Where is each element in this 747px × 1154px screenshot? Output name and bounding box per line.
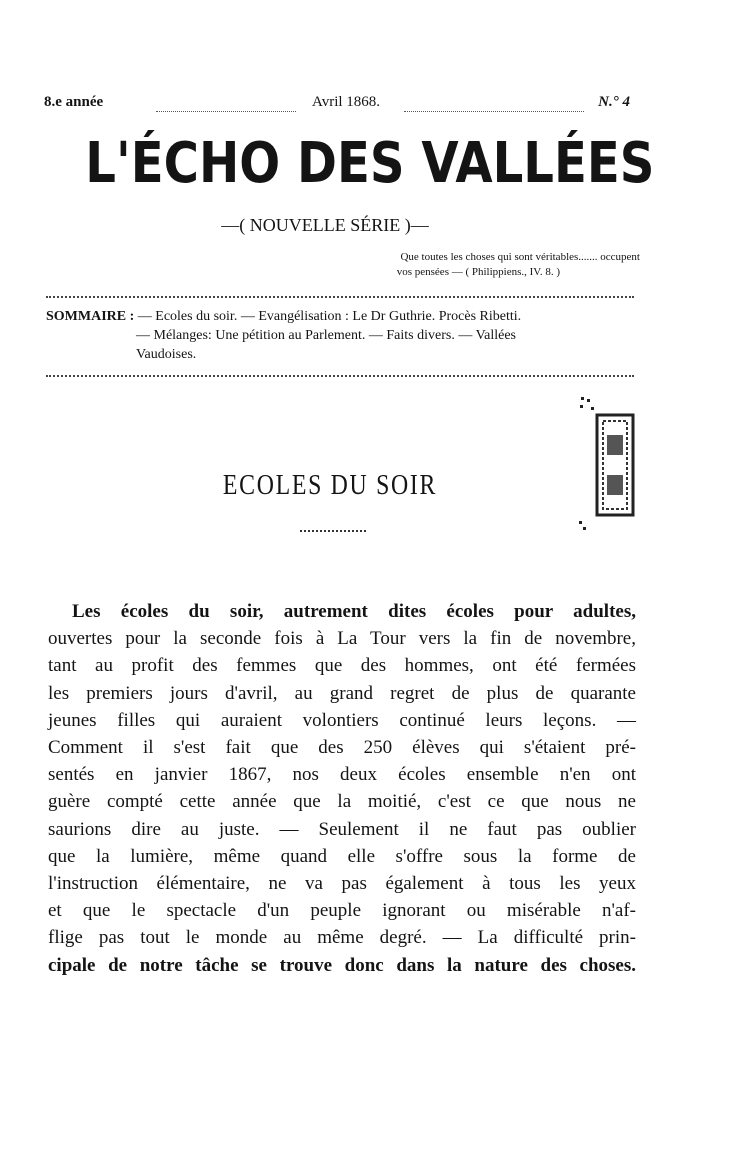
body-line: et que le spectacle d'un peuple ignorant ou misérable n'af- bbox=[48, 900, 636, 922]
table-of-contents bbox=[46, 307, 636, 364]
divider-top bbox=[46, 296, 634, 302]
divider-bottom bbox=[46, 375, 634, 381]
summary-line-2: — Mélanges: Une pétition au Parlement. — Faits divers. — Vallées bbox=[136, 328, 517, 343]
body-line: saurions dire au juste. — Seulement il ne faut pas oublier bbox=[48, 818, 636, 840]
body-line: l'instruction élémentaire, ne va pas également à tous les yeux bbox=[48, 873, 636, 895]
article-body bbox=[48, 598, 636, 979]
issue-date: Avril 1868. bbox=[312, 94, 381, 110]
body-line: Comment il s'est fait que des 250 élèves qui s'étaient pré- bbox=[48, 737, 636, 759]
body-line: jeunes filles qui auraient volontiers continué leurs leçons. — bbox=[48, 709, 636, 731]
masthead-ornament-right bbox=[404, 108, 584, 112]
body-line: que la lumière, même quand elle s'offre sous la forme de bbox=[48, 845, 636, 867]
body-line: sentés en janvier 1867, nos deux écoles ensemble n'en ont bbox=[48, 764, 636, 786]
masthead-line bbox=[44, 94, 634, 114]
body-line: flige pas tout le monde au même degré. — La difficulté prin- bbox=[48, 927, 636, 949]
epigraph-line-2: vos pensées — ( Philippiens., IV. 8. ) bbox=[396, 266, 560, 278]
body-line: cipale de notre tâche se trouve donc dans la nature des choses. bbox=[48, 954, 636, 976]
issue-year: 8.e année bbox=[44, 94, 104, 110]
summary-label: SOMMAIRE : bbox=[46, 309, 135, 324]
title-ornament bbox=[300, 530, 366, 536]
body-line: tant au profit des femmes que des hommes, ont été fermées bbox=[48, 655, 636, 677]
library-stamp-icon bbox=[577, 395, 637, 535]
issue-number: N.° 4 bbox=[598, 94, 630, 110]
body-line: guère compté cette année que la moitié, c'est ce que nous ne bbox=[48, 791, 636, 813]
body-line: Les écoles du soir, autrement dites écoles pour adultes, bbox=[72, 601, 636, 622]
summary-line-1 bbox=[46, 307, 636, 326]
epigraph bbox=[280, 250, 640, 280]
article-title: ECOLES DU SOIR bbox=[222, 470, 438, 501]
series-subtitle: —( NOUVELLE SÉRIE )— bbox=[221, 215, 429, 235]
epigraph-line-1: Que toutes les choses qui sont véritables....... occupent bbox=[400, 251, 640, 263]
body-line: les premiers jours d'avril, au grand regret de plus de quarante bbox=[48, 682, 636, 704]
body-line: ouvertes pour la seconde fois à La Tour vers la fin de novembre, bbox=[48, 628, 636, 650]
journal-title: L'ÉCHO DES VALLÉES bbox=[85, 131, 655, 196]
summary-text-1: — Ecoles du soir. — Evangélisation : Le Dr Guthrie. Procès Ribetti. bbox=[137, 309, 522, 324]
summary-line-3: Vaudoises. bbox=[136, 347, 197, 362]
masthead-ornament-left bbox=[156, 108, 296, 112]
